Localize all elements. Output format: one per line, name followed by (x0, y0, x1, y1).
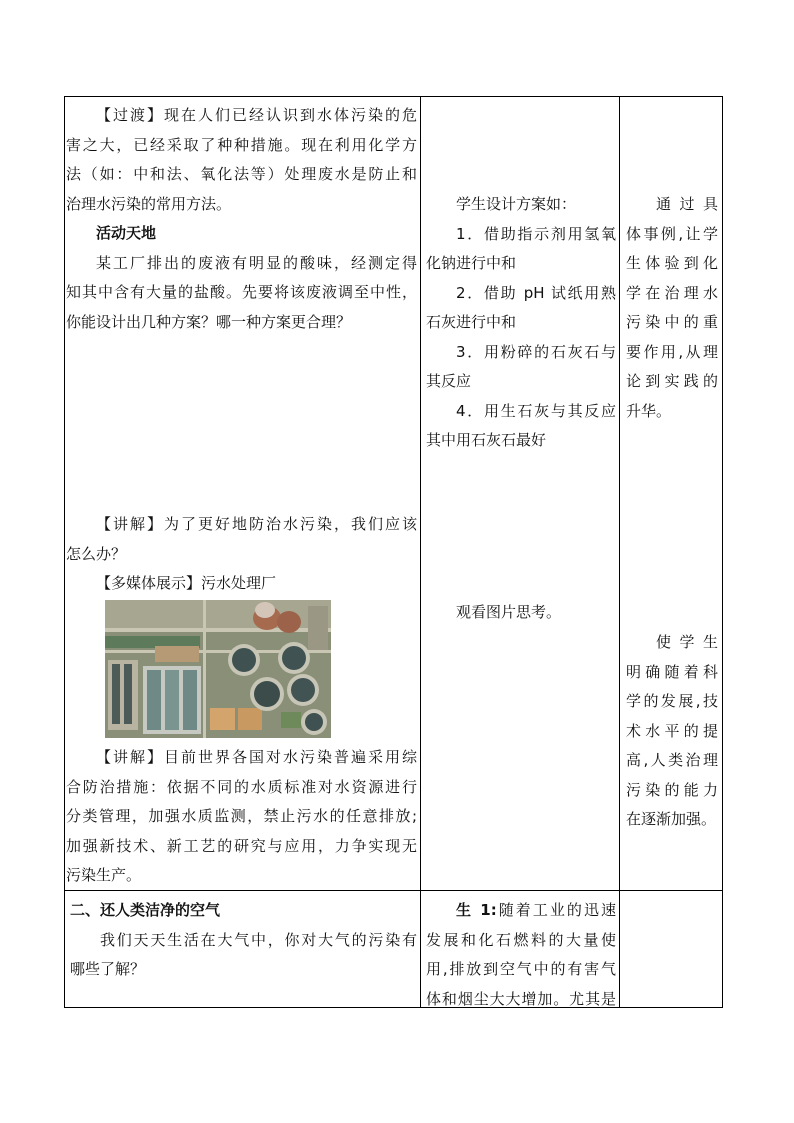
column-divider-1 (420, 96, 421, 1008)
lecture-block-2 (66, 743, 417, 891)
design-line-1: 1．借助指示剂用氢氧 (456, 224, 616, 243)
activity-line-3: 你能设计出几种方案？哪一种方案更合理？ (66, 312, 352, 331)
purpose1-line-7: 论到实践的 (626, 372, 718, 390)
lecture2-line-5: 污染生产。 (66, 866, 142, 884)
lecture2-line-4: 加强新技术、新工艺的研究与应用，力争实现无 (66, 836, 417, 855)
lecture1-tag: 【讲解】 (96, 515, 164, 533)
lecture2-line-1: 【讲解】目前世界各国对水污染普遍采用综 (96, 748, 417, 766)
section2-teacher-cell (70, 896, 417, 985)
s1-line-4: 体和烟尘大大增加。尤其是 (426, 989, 616, 1006)
purpose2-line-7: 在逐渐加强。 (626, 810, 717, 828)
activity-title: 活动天地 (96, 224, 157, 242)
media-text: 污水处理厂 (201, 574, 277, 592)
lecture2-line-2: 合防治措施：依据不同的水质标准对水资源进行 (66, 777, 417, 796)
lecture1-line-2: 怎么办？ (66, 544, 127, 563)
purpose1-line-6: 要作用,从理 (626, 342, 718, 361)
sewage-plant-illustration (105, 600, 331, 738)
media-tag: 【多媒体展示】 (96, 574, 202, 592)
design-line-4: 石灰进行中和 (426, 313, 517, 331)
teacher-activity-cell (66, 101, 417, 337)
table-border-left (64, 96, 65, 1008)
design-intro: 学生设计方案如： (456, 195, 577, 213)
purpose1-line-1: 通过具 (656, 195, 718, 213)
purpose2-line-5: 高,人类治理 (626, 751, 718, 769)
lecture1-line-1: 【讲解】为了更好地防治水污染，我们应该 (96, 515, 417, 533)
purpose2-line-4: 术水平的提 (626, 721, 718, 740)
section2-title: 二、还人类洁净的空气 (70, 901, 221, 919)
purpose2-line-2: 明确随着科 (626, 662, 718, 681)
purpose2-line-1: 使学生 (656, 633, 718, 651)
design-purpose-cell-2 (626, 628, 718, 835)
table-border-right (722, 96, 723, 1008)
watch-text: 观看图片思考。 (456, 603, 562, 621)
activity-line-2: 知其中含有大量的盐酸。先要将该废液调至中性， (66, 283, 417, 301)
purpose1-line-4: 学在治理水 (626, 283, 718, 302)
transition-line-4: 治理水污染的常用方法。 (66, 194, 232, 213)
design-purpose-cell-1 (626, 190, 718, 426)
table-border-top (64, 96, 723, 97)
purpose1-line-3: 生体验到化 (626, 254, 718, 272)
activity-line-1: 某工厂排出的废液有明显的酸味，经测定得 (96, 253, 417, 272)
design-line-3: 2．借助 pH 试纸用熟 (456, 283, 616, 302)
lesson-table (64, 96, 723, 1008)
design-line-5: 3．用粉碎的石灰石与 (456, 342, 616, 361)
student-activity-cell (426, 190, 616, 456)
media-line (66, 569, 417, 599)
purpose1-line-8: 升华。 (626, 401, 672, 420)
sewage-plant-photo (105, 600, 331, 738)
s1-line-1: 生 1:随着工业的迅速 (456, 901, 616, 919)
column-divider-2 (619, 96, 620, 1008)
watch-picture-cell (426, 598, 616, 628)
section2-line-2: 哪些了解？ (70, 960, 146, 978)
purpose2-line-3: 学的发展,技 (626, 692, 718, 710)
transition-line-3: 法（如：中和法、氧化法等）处理废水是防止和 (66, 165, 417, 183)
design-line-8: 其中用石灰石最好 (426, 431, 547, 449)
section2-student-cell (426, 896, 616, 1006)
purpose1-line-2: 体事例,让学 (626, 224, 718, 243)
transition-line-1: 【过渡】现在人们已经认识到水体污染的危 (96, 106, 417, 124)
design-line-6: 其反应 (426, 372, 472, 390)
lecture-block-1 (66, 510, 417, 599)
transition-tag: 【过渡】 (96, 106, 164, 124)
s1-tag: 生 1: (456, 901, 497, 919)
purpose1-line-5: 污染中的重 (626, 313, 718, 331)
purpose2-line-6: 污染的能力 (626, 780, 718, 799)
lecture2-tag: 【讲解】 (96, 748, 164, 766)
lecture2-line-3: 分类管理，加强水质监测，禁止污水的任意排放; (66, 807, 417, 825)
design-line-7: 4．用生石灰与其反应 (456, 401, 616, 420)
transition-line-2: 害之大，已经采取了种种措施。现在利用化学方 (66, 135, 417, 154)
table-border-bottom (64, 1007, 723, 1008)
section2-line-1: 我们天天生活在大气中，你对大气的污染有 (100, 930, 417, 949)
s1-line-2: 发展和化石燃料的大量使 (426, 930, 616, 949)
design-line-2: 化钠进行中和 (426, 254, 517, 272)
s1-line-3: 用,排放到空气中的有害气 (426, 960, 616, 978)
